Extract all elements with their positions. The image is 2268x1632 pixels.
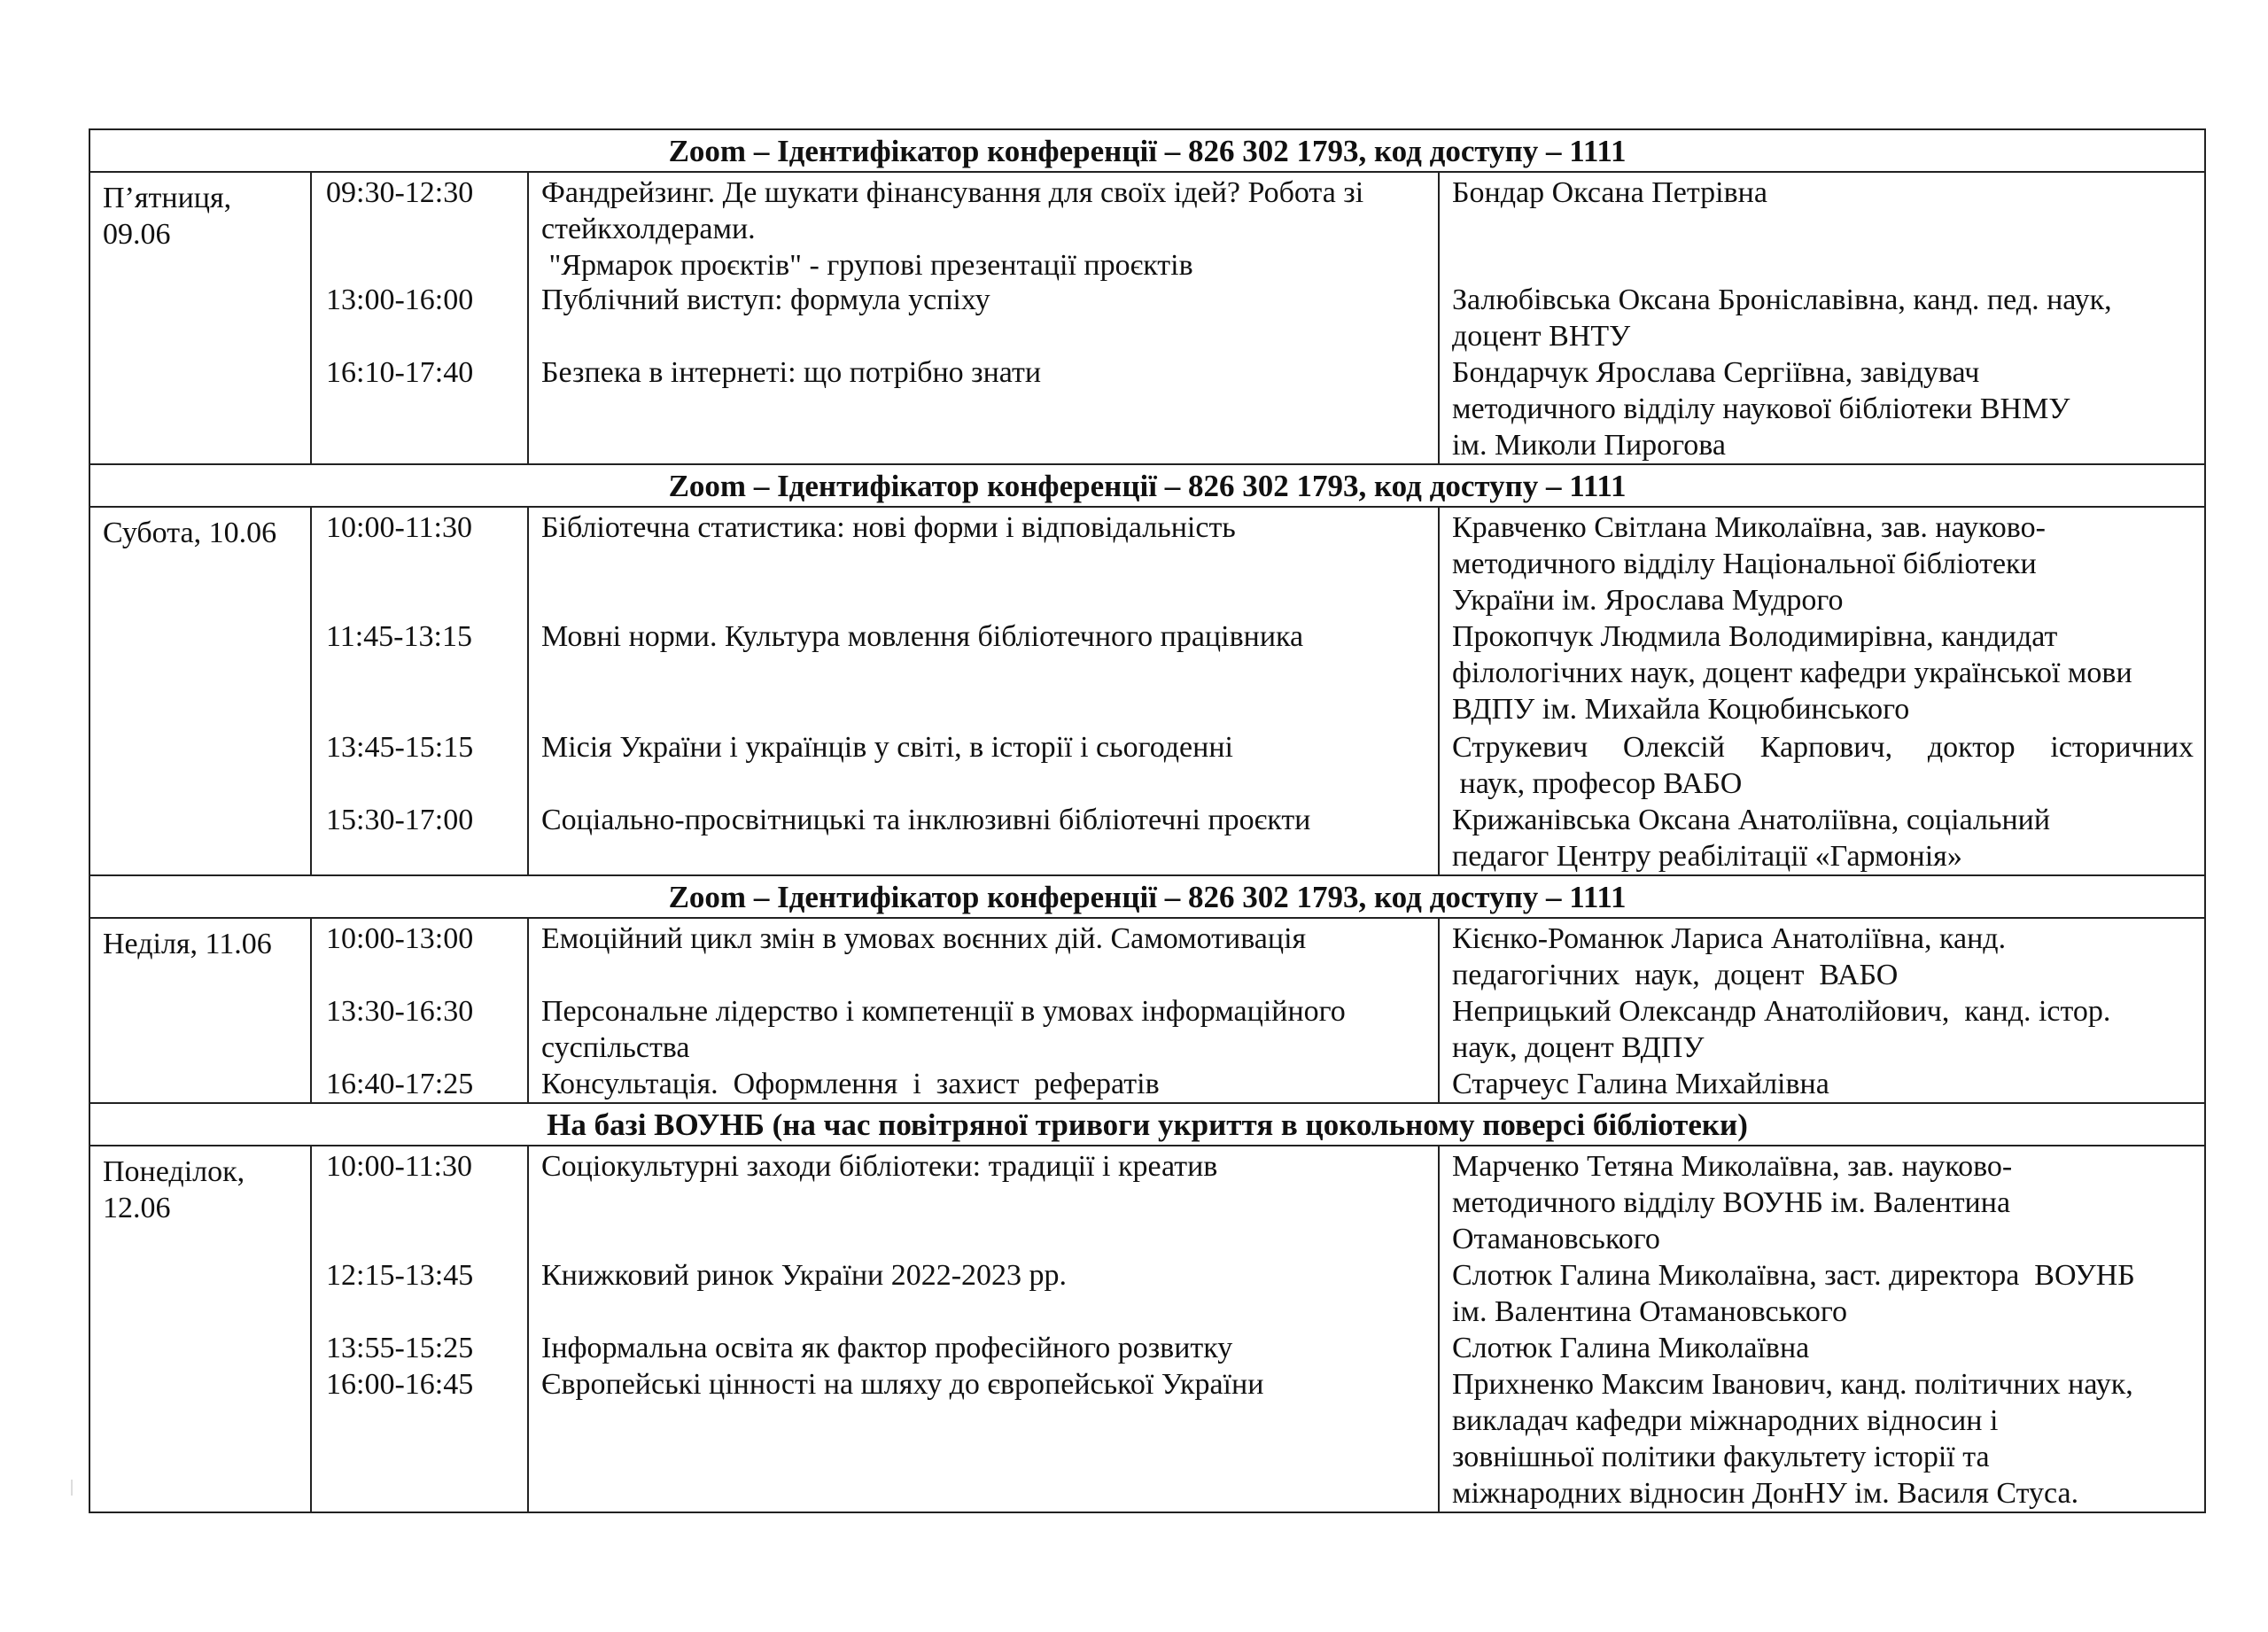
topic-line: Інформальна освіта як фактор професійного розвитку	[541, 1332, 1233, 1364]
session-time: 09:30-12:30	[326, 176, 474, 209]
speaker-cell	[1439, 918, 2205, 1103]
session-topic	[529, 173, 1438, 282]
session-speaker	[1440, 508, 2204, 618]
session-time: 10:00-11:30	[326, 511, 472, 544]
session-speaker	[1440, 173, 2204, 282]
session-time: 15:30-17:00	[326, 804, 474, 836]
session-time: 13:30-16:30	[326, 995, 474, 1028]
speaker-cell	[1439, 507, 2205, 875]
speaker-line: методичного відділу Національної бібліотеки	[1452, 548, 2037, 580]
topic-cell	[528, 172, 1439, 464]
speaker-line: ім. Миколи Пирогова	[1452, 429, 1726, 462]
session-speaker	[1440, 1257, 2204, 1330]
speaker-line: методичного відділу ВОУНБ ім. Валентина	[1452, 1186, 2011, 1219]
day-date: 09.06	[103, 218, 171, 251]
session-speaker	[1440, 993, 2204, 1066]
session-topic	[529, 508, 1438, 618]
topic-line: суспільства	[541, 1031, 690, 1064]
speaker-line: Слотюк Галина Миколаївна	[1452, 1332, 1810, 1364]
topic-line: Місія України і українців у світі, в історії і сьогоденні	[541, 731, 1233, 764]
session-topic	[529, 729, 1438, 802]
zoom-header: Zoom – Ідентифікатор конференції – 826 302 1793, код доступу – 1111	[89, 129, 2205, 172]
topic-line: Європейські цінності на шляху до європейської України	[541, 1368, 1264, 1401]
topic-line: Мовні норми. Культура мовлення бібліотечного працівника	[541, 620, 1304, 653]
session-topic	[529, 1066, 1438, 1102]
topic-line: Книжковий ринок України 2022-2023 рр.	[541, 1259, 1068, 1292]
speaker-line: Залюбівська Оксана Броніславівна, канд. пед. наук,	[1452, 284, 2112, 316]
speaker-line: ВДПУ ім. Михайла Коцюбинського	[1452, 693, 1910, 726]
speaker-line: Кієнко-Романюк Лариса Анатоліївна, канд.	[1452, 922, 2007, 955]
session-time: 11:45-13:15	[326, 620, 472, 653]
session-speaker	[1440, 354, 2204, 463]
topic-line: Соціально-просвітницькі та інклюзивні бібліотечні проєкти	[541, 804, 1311, 836]
day-label: П’ятниця,	[103, 182, 232, 214]
day-cell	[89, 1146, 311, 1512]
day-label: Неділя, 11.06	[103, 928, 272, 960]
session-speaker	[1440, 919, 2204, 993]
session-speaker	[1440, 1366, 2204, 1512]
session-speaker	[1440, 1146, 2204, 1257]
session-speaker	[1440, 282, 2204, 354]
session-topic	[529, 354, 1438, 463]
speaker-line: Слотюк Галина Миколаївна, заст. директора ВОУНБ	[1452, 1259, 2135, 1292]
section-header-row	[89, 129, 2205, 172]
session-time: 13:55-15:25	[326, 1332, 474, 1364]
session-topic	[529, 1366, 1438, 1512]
speaker-line: наук, професор ВАБО	[1452, 767, 1743, 800]
speaker-line: Отамановського	[1452, 1223, 1660, 1255]
speaker-line: Марченко Тетяна Миколаївна, зав. науково-	[1452, 1150, 2013, 1183]
speaker-line: Бондарчук Ярослава Сергіївна, завідувач	[1452, 356, 1980, 389]
speaker-line: Бондар Оксана Петрівна	[1452, 176, 1767, 209]
topic-line: Безпека в інтернеті: що потрібно знати	[541, 356, 1042, 389]
onsite-header: На базі ВОУНБ (на час повітряної тривоги укриття в цокольному поверсі бібліотеки)	[89, 1103, 2205, 1146]
speaker-line: міжнародних відносин ДонНУ ім. Василя Стуса.	[1452, 1477, 2079, 1510]
topic-line: стейкхолдерами.	[541, 213, 756, 245]
speaker-line: Прокопчук Людмила Володимирівна, кандидат	[1452, 620, 2058, 653]
speaker-line: наук, доцент ВДПУ	[1452, 1031, 1705, 1064]
session-time: 12:15-13:45	[326, 1259, 474, 1292]
session-speaker	[1440, 1330, 2204, 1366]
topic-line: Соціокультурні заходи бібліотеки: традиції і креатив	[541, 1150, 1218, 1183]
topic-cell	[528, 918, 1439, 1103]
session-topic	[529, 1146, 1438, 1257]
topic-line: Бібліотечна статистика: нові форми і відповідальність	[541, 511, 1236, 544]
topic-line: Консультація. Оформлення і захист рефератів	[541, 1068, 1160, 1100]
session-time: 16:40-17:25	[326, 1068, 474, 1100]
section-header-row	[89, 1103, 2205, 1146]
speaker-line: України ім. Ярослава Мудрого	[1452, 584, 1844, 617]
time-cell	[311, 1146, 528, 1512]
day-date: 12.06	[103, 1192, 171, 1224]
day-label: Субота, 10.06	[103, 517, 277, 549]
speaker-line: Прихненко Максим Іванович, канд. політичних наук,	[1452, 1368, 2133, 1401]
speaker-cell	[1439, 1146, 2205, 1512]
session-time: 16:10-17:40	[326, 356, 474, 389]
day-cell	[89, 172, 311, 464]
section-header-row	[89, 464, 2205, 507]
speaker-line: Неприцький Олександр Анатолійович, канд. істор.	[1452, 995, 2111, 1028]
speaker-line: педагог Центру реабілітації «Гармонія»	[1452, 840, 1962, 873]
day-cell	[89, 507, 311, 875]
speaker-line: Кравченко Світлана Миколаївна, зав. науково-	[1452, 511, 2046, 544]
session-topic	[529, 618, 1438, 729]
time-cell	[311, 172, 528, 464]
session-speaker	[1440, 802, 2204, 874]
topic-line: "Ярмарок проєктів" - групові презентації проєктів	[541, 249, 1193, 282]
session-topic	[529, 993, 1438, 1066]
speaker-line: Старчеус Галина Михайлівна	[1452, 1068, 1829, 1100]
speaker-line: філологічних наук, доцент кафедри української мови	[1452, 657, 2132, 689]
speaker-line: доцент ВНТУ	[1452, 320, 1631, 353]
session-topic	[529, 1330, 1438, 1366]
speaker-line: зовнішньої політики факультету історії та	[1452, 1441, 1990, 1473]
scan-mark	[71, 1480, 73, 1496]
topic-cell	[528, 1146, 1439, 1512]
session-time: 10:00-13:00	[326, 922, 474, 955]
session-topic	[529, 282, 1438, 354]
session-topic	[529, 802, 1438, 874]
session-speaker	[1440, 618, 2204, 729]
schedule-table	[89, 128, 2206, 1513]
day-row	[89, 918, 2205, 1103]
time-cell	[311, 507, 528, 875]
session-topic	[529, 919, 1438, 993]
day-row	[89, 507, 2205, 875]
time-cell	[311, 918, 528, 1103]
topic-cell	[528, 507, 1439, 875]
session-time: 13:45-15:15	[326, 731, 474, 764]
topic-line: Емоційний цикл змін в умовах воєнних дій. Самомотивація	[541, 922, 1307, 955]
day-row	[89, 1146, 2205, 1512]
session-speaker	[1440, 729, 2204, 802]
speaker-line: Струкевич Олексій Карпович, доктор історичних	[1452, 731, 2194, 764]
speaker-line: педагогічних наук, доцент ВАБО	[1452, 959, 1899, 991]
speaker-line: Крижанівська Оксана Анатоліївна, соціальний	[1452, 804, 2051, 836]
speaker-cell	[1439, 172, 2205, 464]
speaker-line: ім. Валентина Отамановського	[1452, 1295, 1847, 1328]
day-row	[89, 172, 2205, 464]
session-speaker	[1440, 1066, 2204, 1102]
topic-line: Публічний виступ: формула успіху	[541, 284, 990, 316]
zoom-header: Zoom – Ідентифікатор конференції – 826 302 1793, код доступу – 1111	[89, 875, 2205, 918]
day-label: Понеділок,	[103, 1155, 245, 1188]
section-header-row	[89, 875, 2205, 918]
speaker-line: методичного відділу наукової бібліотеки ВНМУ	[1452, 392, 2070, 425]
session-time: 16:00-16:45	[326, 1368, 474, 1401]
speaker-line: викладач кафедри міжнародних відносин і	[1452, 1404, 1999, 1437]
day-cell	[89, 918, 311, 1103]
zoom-header: Zoom – Ідентифікатор конференції – 826 302 1793, код доступу – 1111	[89, 464, 2205, 507]
session-topic	[529, 1257, 1438, 1330]
session-time: 10:00-11:30	[326, 1150, 472, 1183]
session-time: 13:00-16:00	[326, 284, 474, 316]
topic-line: Фандрейзинг. Де шукати фінансування для своїх ідей? Робота зі	[541, 176, 1364, 209]
topic-line: Персональне лідерство і компетенції в умовах інформаційного	[541, 995, 1346, 1028]
